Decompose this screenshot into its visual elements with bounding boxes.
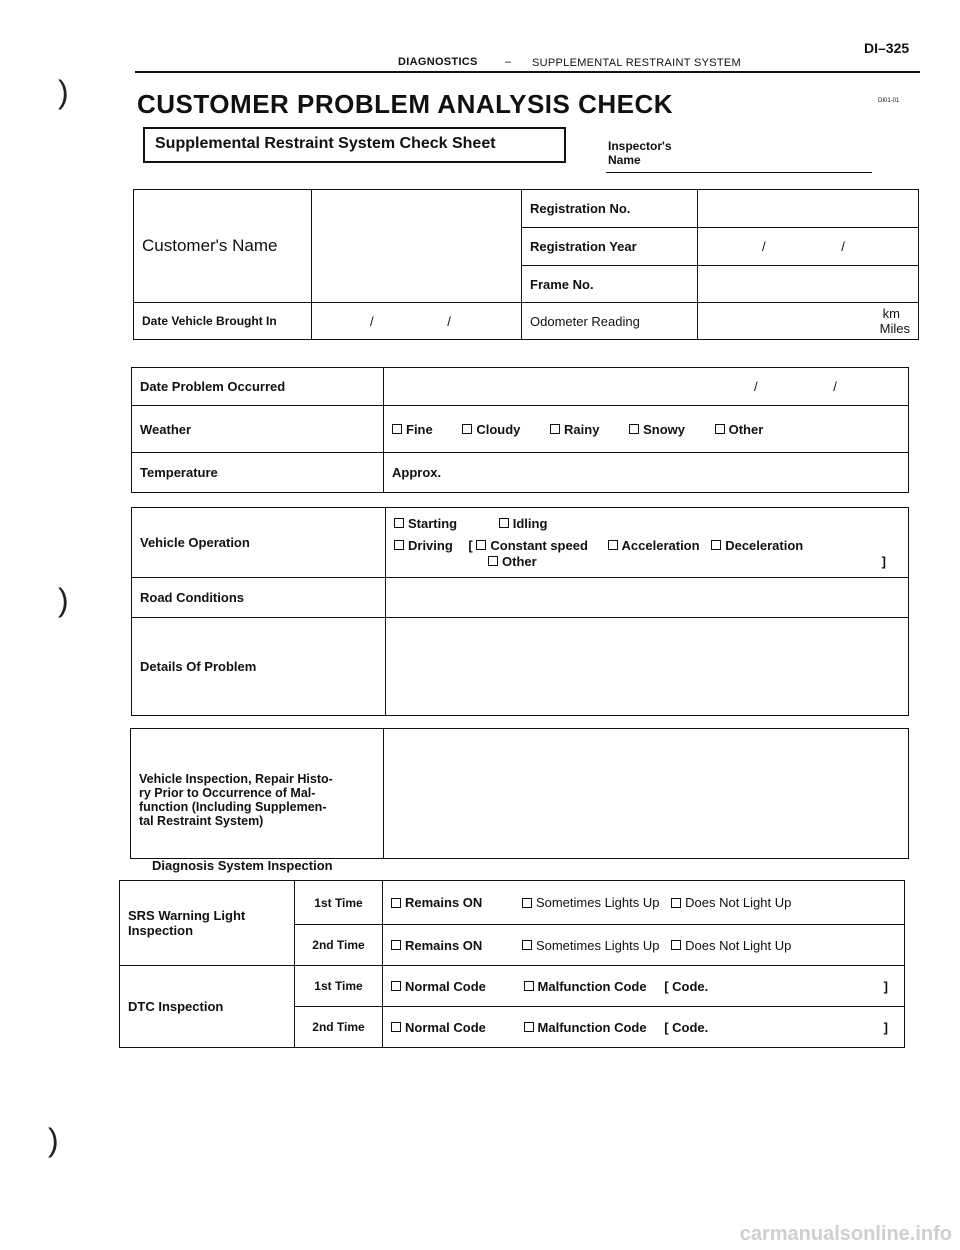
does-not-option[interactable]: Does Not Light Up xyxy=(671,938,791,953)
watermark: carmanualsonline.info xyxy=(739,1223,952,1245)
remains-on-option[interactable]: Remains ON xyxy=(391,938,482,953)
deceleration-option[interactable]: Deceleration xyxy=(711,538,803,553)
driving-option[interactable]: Driving xyxy=(394,538,453,553)
remains-on-option[interactable]: Remains ON xyxy=(391,895,482,910)
registration-no-label: Registration No. xyxy=(522,190,698,228)
vehicle-operation-label: Vehicle Operation xyxy=(132,508,386,578)
checkbox[interactable] xyxy=(671,940,681,950)
checkbox[interactable] xyxy=(671,898,681,908)
history-label-line3: function (Including Supplemen- xyxy=(139,799,327,814)
history-table xyxy=(130,728,909,859)
weather-option[interactable]: Snowy xyxy=(629,422,685,437)
dtc-label: DTC Inspection xyxy=(120,966,295,1048)
does-not-option[interactable]: Does Not Light Up xyxy=(671,895,791,910)
page-number: DI–325 xyxy=(864,40,910,56)
binding-mark: ) xyxy=(48,1122,59,1158)
checkbox[interactable] xyxy=(476,540,486,550)
history-label-line2: ry Prior to Occurrence of Mal- xyxy=(139,785,316,800)
slash-1: / xyxy=(762,239,766,254)
malfunction-code-option[interactable]: Malfunction Code xyxy=(524,1020,647,1035)
code-close: ] xyxy=(883,978,888,994)
starting-option[interactable]: Starting xyxy=(394,516,457,531)
diagnosis-table xyxy=(119,880,905,1048)
checkbox[interactable] xyxy=(394,518,404,528)
registration-year-field[interactable] xyxy=(698,228,919,266)
idling-option[interactable]: Idling xyxy=(499,516,548,531)
srs-second-time: 2nd Time xyxy=(295,925,383,966)
normal-code-option[interactable]: Normal Code xyxy=(391,979,486,994)
registration-no-field[interactable] xyxy=(698,190,919,228)
operation-table xyxy=(131,507,909,716)
binding-mark: ) xyxy=(58,582,69,618)
vehicle-operation-options xyxy=(386,508,909,578)
date-brought-in-field[interactable] xyxy=(312,303,522,340)
odometer-field[interactable] xyxy=(698,303,919,340)
customer-name-label: Customer's Name xyxy=(134,190,312,303)
checkbox[interactable] xyxy=(524,981,534,991)
code-open: [ Code. xyxy=(664,1019,709,1035)
srs-label-line2: Inspection xyxy=(128,923,194,938)
section-dash: – xyxy=(505,56,512,68)
details-label: Details Of Problem xyxy=(132,618,386,716)
normal-code-option[interactable]: Normal Code xyxy=(391,1020,486,1035)
srs-label xyxy=(120,881,295,966)
slash-3: / xyxy=(370,313,374,329)
conditions-table xyxy=(131,367,909,493)
temperature-label: Temperature xyxy=(132,453,384,493)
odometer-label: Odometer Reading xyxy=(522,303,698,340)
history-label-line1: Vehicle Inspection, Repair Histo- xyxy=(139,771,333,786)
weather-label: Weather xyxy=(132,406,384,453)
date-occurred-label: Date Problem Occurred xyxy=(132,368,384,406)
code-open: [ Code. xyxy=(664,978,709,994)
dtc-second-options xyxy=(383,1007,905,1048)
registration-year-label: Registration Year xyxy=(522,228,698,266)
open-bracket: [ xyxy=(468,537,473,553)
checkbox[interactable] xyxy=(550,424,560,434)
checkbox[interactable] xyxy=(391,898,401,908)
frame-no-field[interactable] xyxy=(698,266,919,303)
date-brought-in-label: Date Vehicle Brought In xyxy=(134,303,312,340)
details-field[interactable] xyxy=(386,618,909,716)
checkbox[interactable] xyxy=(462,424,472,434)
weather-option[interactable]: Rainy xyxy=(550,422,599,437)
dtc-second-time: 2nd Time xyxy=(295,1007,383,1048)
checkbox[interactable] xyxy=(391,981,401,991)
page-title: CUSTOMER PROBLEM ANALYSIS CHECK xyxy=(137,89,674,119)
close-bracket: ] xyxy=(881,553,886,569)
sheet-title-box xyxy=(143,127,566,163)
header-rule xyxy=(135,71,920,73)
road-conditions-field[interactable] xyxy=(386,578,909,618)
road-conditions-label: Road Conditions xyxy=(132,578,386,618)
history-field[interactable] xyxy=(384,729,909,859)
srs-label-line1: SRS Warning Light xyxy=(128,908,246,923)
frame-no-label: Frame No. xyxy=(522,266,698,303)
checkbox[interactable] xyxy=(524,1022,534,1032)
checkbox[interactable] xyxy=(629,424,639,434)
temperature-field[interactable] xyxy=(384,453,909,493)
slash-2: / xyxy=(841,239,845,254)
checkbox[interactable] xyxy=(522,940,532,950)
history-label xyxy=(131,729,384,859)
slash-5: / xyxy=(754,379,758,394)
slash-6: / xyxy=(833,379,837,394)
customer-name-field[interactable] xyxy=(312,190,522,303)
other-option[interactable]: Other xyxy=(488,554,537,569)
weather-options xyxy=(384,406,909,453)
history-label-line4: tal Restraint System) xyxy=(139,813,264,828)
slash-4: / xyxy=(447,313,451,329)
checkbox[interactable] xyxy=(608,540,618,550)
weather-option[interactable]: Fine xyxy=(392,422,433,437)
checkbox[interactable] xyxy=(715,424,725,434)
section-right: SUPPLEMENTAL RESTRAINT SYSTEM xyxy=(532,57,741,69)
checkbox[interactable] xyxy=(711,540,721,550)
checkbox[interactable] xyxy=(522,898,532,908)
checkbox[interactable] xyxy=(488,556,498,566)
sometimes-option[interactable]: Sometimes Lights Up xyxy=(522,895,660,910)
weather-option[interactable]: Other xyxy=(715,422,764,437)
km-unit: km xyxy=(882,306,900,321)
diagnosis-heading: Diagnosis System Inspection xyxy=(152,858,333,873)
dtc-first-options xyxy=(383,966,905,1007)
inspector-label xyxy=(608,139,672,167)
checkbox[interactable] xyxy=(394,540,404,550)
customer-table xyxy=(133,189,919,340)
figure-code: DI01-01 xyxy=(878,98,900,104)
checkbox[interactable] xyxy=(392,424,402,434)
approx-label: Approx. xyxy=(392,465,442,480)
srs-second-options xyxy=(383,925,905,966)
inspector-name-underline xyxy=(606,172,872,173)
miles-unit: Miles xyxy=(879,321,910,336)
dtc-first-time: 1st Time xyxy=(295,966,383,1007)
weather-option[interactable]: Cloudy xyxy=(462,422,520,437)
sometimes-option[interactable]: Sometimes Lights Up xyxy=(522,938,660,953)
code-close: ] xyxy=(883,1019,888,1035)
checkbox[interactable] xyxy=(499,518,509,528)
srs-first-options xyxy=(383,881,905,925)
sheet-title: Supplemental Restraint System Check Sheet xyxy=(155,135,496,152)
date-occurred-field[interactable] xyxy=(384,368,909,406)
binding-mark: ) xyxy=(58,74,69,110)
section-left: DIAGNOSTICS xyxy=(398,56,478,68)
constant-speed-option[interactable]: Constant speed xyxy=(476,538,588,553)
checkbox[interactable] xyxy=(391,1022,401,1032)
malfunction-code-option[interactable]: Malfunction Code xyxy=(524,979,647,994)
inspector-label-line1: Inspector's xyxy=(608,139,672,153)
srs-first-time: 1st Time xyxy=(295,881,383,925)
checkbox[interactable] xyxy=(391,940,401,950)
inspector-label-line2: Name xyxy=(608,153,641,167)
acceleration-option[interactable]: Acceleration xyxy=(608,538,700,553)
